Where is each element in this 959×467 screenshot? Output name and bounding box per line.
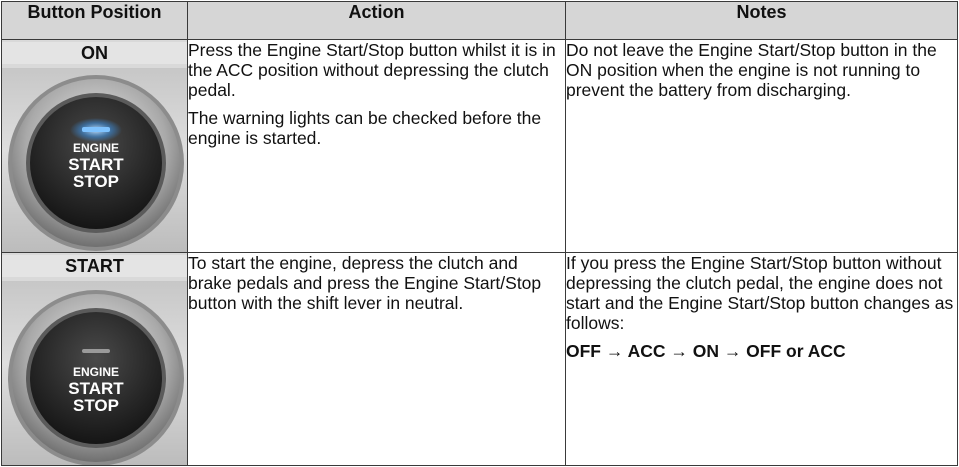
table-row-on <box>2 40 958 253</box>
header-row <box>2 2 958 40</box>
position-label-start: START <box>2 255 187 277</box>
table-row-start <box>2 253 958 466</box>
action-cell-start <box>188 253 566 466</box>
button-text-stop: STOP <box>73 396 119 415</box>
notes-cell-start <box>566 253 958 466</box>
action-cell-on <box>188 40 566 253</box>
engine-button-start-illustration <box>2 281 187 465</box>
action-text: Press the Engine Start/Stop button whilst it is in the ACC position without depressing the clutch pedal. <box>188 40 556 100</box>
header-action: Action <box>188 2 566 40</box>
button-text-engine: ENGINE <box>72 365 119 379</box>
position-cell-on <box>2 40 188 253</box>
button-text-stop: STOP <box>73 172 119 191</box>
notes-cell-on <box>566 40 958 253</box>
button-text-engine: ENGINE <box>72 141 119 155</box>
button-text-start: START <box>68 155 124 174</box>
indicator-off-icon <box>82 349 110 353</box>
notes-text: Do not leave the Engine Start/Stop button in the ON position when the engine is not running to prevent the battery from discharging. <box>566 40 937 100</box>
engine-button-on-illustration <box>2 68 187 252</box>
position-cell-start <box>2 253 188 466</box>
header-notes: Notes <box>566 2 958 40</box>
header-button-position: Button Position <box>2 2 188 40</box>
button-text-start: START <box>68 379 124 398</box>
start-stop-table <box>1 1 958 466</box>
notes-text: If you press the Engine Start/Stop button without depressing the clutch pedal, the engine does not start and the Engine Start/Stop button changes as follows: <box>566 253 954 333</box>
position-label-on: ON <box>2 42 187 64</box>
action-text: The warning lights can be checked before the engine is started. <box>188 108 542 148</box>
mode-sequence: OFF → ACC → ON → OFF or ACC <box>566 341 846 361</box>
action-text: To start the engine, depress the clutch and brake pedals and press the Engine Start/Stop button with the shift lever in neutral. <box>188 253 542 313</box>
